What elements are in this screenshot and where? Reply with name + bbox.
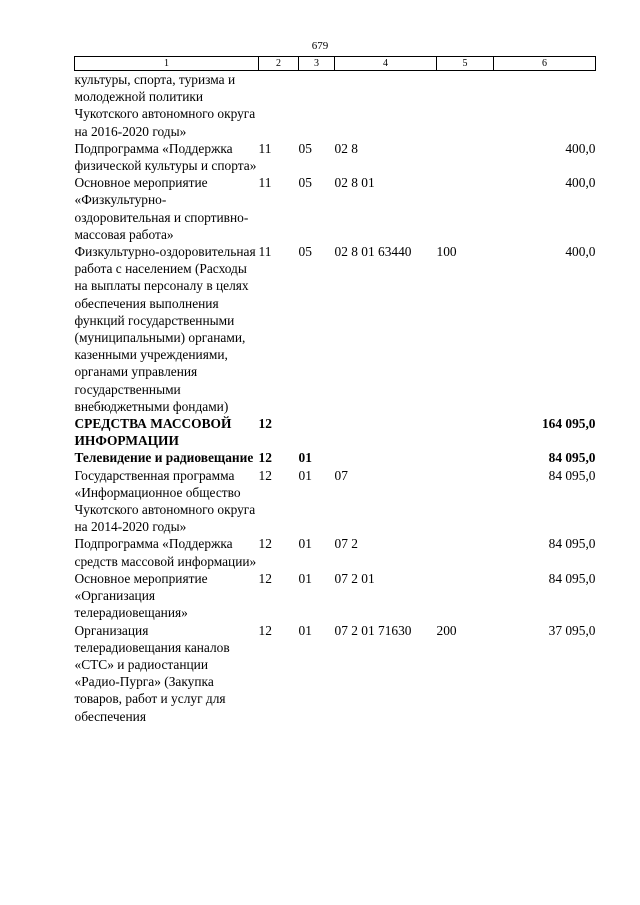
row-expense-type	[437, 415, 494, 449]
table-row	[75, 415, 596, 449]
row-expense-type	[437, 449, 494, 466]
row-expense-type: 200	[436, 622, 457, 638]
row-subsection: 05	[298, 140, 312, 156]
row-section: 12	[258, 450, 272, 466]
row-section: 12	[258, 622, 272, 638]
row-subsection: 05	[298, 244, 312, 260]
row-section: 12	[258, 536, 272, 552]
table-row	[75, 243, 596, 415]
row-subsection: 01	[298, 450, 312, 466]
table-header	[75, 57, 596, 71]
row-amount: 164 095,0	[541, 416, 596, 432]
row-subsection: 01	[298, 467, 312, 483]
row-target-code: 07 2 01	[334, 570, 375, 586]
table-row	[75, 570, 596, 622]
header-col-2: 2	[259, 57, 299, 71]
budget-table	[74, 56, 596, 725]
row-amount: 84 095,0	[548, 536, 596, 552]
table-row	[75, 140, 596, 174]
row-section: 11	[258, 175, 272, 191]
header-col-3: 3	[299, 57, 335, 71]
row-name: Подпрограмма «Поддержка средств массовой информации»	[74, 536, 257, 569]
row-name: Основное мероприятие «Организация телерадиовещания»	[74, 570, 208, 621]
header-col-6: 6	[494, 57, 596, 71]
header-col-4: 4	[335, 57, 437, 71]
row-section	[259, 71, 299, 140]
row-subsection	[299, 71, 335, 140]
row-amount: 400,0	[565, 244, 596, 260]
page-number: 679	[311, 40, 329, 52]
row-name: Физкультурно-оздоровительная работа с населением (Расходы на выплаты персоналу в целях обеспечения выполнения функций государственными (муниципальными) органами, казенными учреждениями, органами управления государственными внебюджетными фондами)	[74, 244, 256, 414]
row-subsection: 01	[298, 570, 312, 586]
row-target-code: 02 8 01 63440	[334, 244, 412, 260]
row-expense-type	[437, 535, 494, 569]
table-row	[75, 467, 596, 536]
row-target-code: 02 8 01	[334, 175, 375, 191]
table-row	[75, 71, 596, 140]
row-target-code	[335, 415, 437, 449]
row-subsection	[299, 415, 335, 449]
row-amount: 37 095,0	[548, 622, 596, 638]
row-amount	[494, 71, 596, 140]
header-col-1: 1	[75, 57, 259, 71]
row-target-code: 07 2	[334, 536, 358, 552]
row-name: Телевидение и радиовещание	[74, 450, 254, 466]
table-row	[75, 622, 596, 725]
row-amount: 400,0	[565, 140, 596, 156]
row-expense-type	[437, 140, 494, 174]
row-amount: 84 095,0	[548, 467, 596, 483]
row-expense-type	[437, 467, 494, 536]
row-subsection: 01	[298, 622, 312, 638]
row-section: 12	[258, 467, 272, 483]
row-target-code	[335, 71, 437, 140]
row-name: Подпрограмма «Поддержка физической культуры и спорта»	[74, 140, 257, 174]
row-expense-type	[437, 174, 494, 243]
row-section: 12	[258, 570, 272, 586]
header-col-5: 5	[437, 57, 494, 71]
row-amount: 84 095,0	[548, 570, 596, 586]
row-name: культуры, спорта, туризма и молодежной политики Чукотского автономного округа на 2016-2020 годы»	[74, 72, 256, 139]
row-name: Государственная программа «Информационное общество Чукотского автономного округа на 2014-2020 годы»	[74, 467, 256, 535]
row-amount: 84 095,0	[548, 450, 596, 466]
row-target-code: 02 8	[334, 140, 358, 156]
row-name: СРЕДСТВА МАССОВОЙ ИНФОРМАЦИИ	[74, 416, 232, 449]
row-expense-type: 100	[436, 244, 457, 260]
row-name: Основное мероприятие «Физкультурно-оздоровительная и спортивно-массовая работа»	[74, 175, 249, 242]
row-expense-type	[437, 71, 494, 140]
row-name: Организация телерадиовещания каналов «СТС» и радиостанции «Радио-Пурга» (Закупка товаров, работ и услуг для обеспечения	[74, 622, 230, 724]
row-subsection: 01	[298, 536, 312, 552]
table-row	[75, 535, 596, 569]
row-target-code	[335, 449, 437, 466]
row-expense-type	[437, 570, 494, 622]
table-body	[75, 71, 596, 725]
row-amount: 400,0	[565, 175, 596, 191]
table-row	[75, 449, 596, 466]
table-row	[75, 174, 596, 243]
row-target-code: 07 2 01 71630	[334, 622, 412, 638]
row-section: 11	[258, 140, 272, 156]
row-subsection: 05	[298, 175, 312, 191]
row-section: 11	[258, 244, 272, 260]
row-section: 12	[258, 416, 272, 432]
row-target-code: 07	[334, 467, 348, 483]
